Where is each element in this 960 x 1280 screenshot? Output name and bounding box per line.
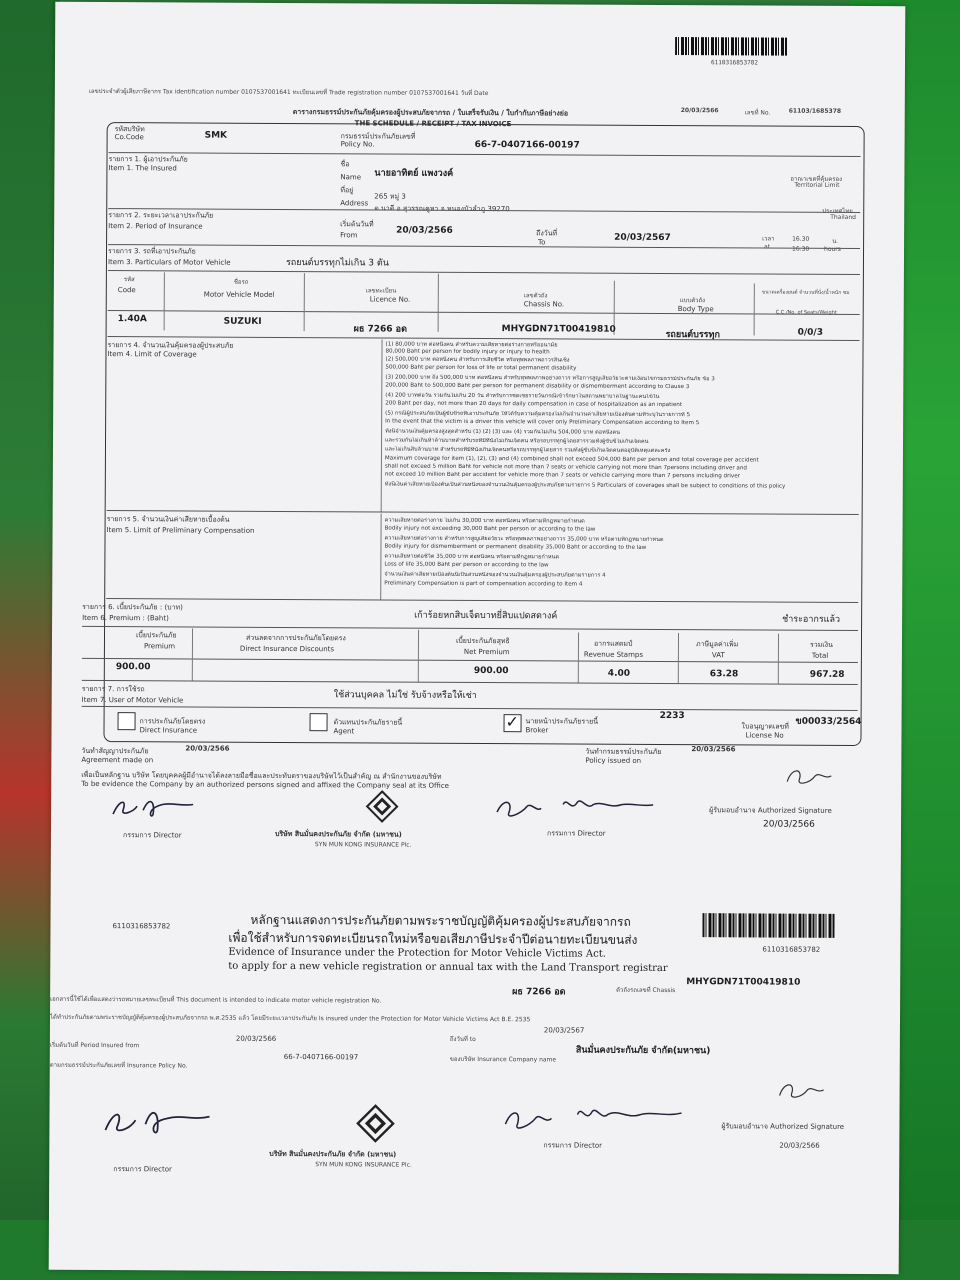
barcode-bottom xyxy=(702,913,834,938)
time-to: 16.30 xyxy=(792,245,810,253)
col-licence-th: เลขทะเบียน xyxy=(365,287,397,295)
col-total-en: Total xyxy=(811,651,829,660)
col-stamp-th: อากรแสตมป์ xyxy=(593,639,633,648)
license-number: ข00033/2564 xyxy=(795,716,862,728)
agent-label-th: ตัวแทนประกันภัยรายนี้ xyxy=(333,718,403,727)
coverage-line: ทั้งนี้เงินค่าเสียหายเบื้องต้นเป็นส่วนหนึ่งของจำนวนเงินคุ้มครองผู้ประสบภัยตามรายการ 5 Particulars of coverages shall be subject to conditions of this policy xyxy=(384,481,786,490)
director-signature-1 xyxy=(109,792,219,823)
from-label-en: From xyxy=(340,231,358,240)
address-label-en: Address xyxy=(340,199,369,208)
license-label-en: License No xyxy=(745,731,784,740)
coverage-line: shall not exceed 5 million Baht for vehicle not more than 7 seats or vehicle carrying not more than 7persons including driver and xyxy=(384,463,747,472)
title-en: THE SCHEDULE / RECEIPT / TAX INVOICE xyxy=(354,119,512,129)
evidence-reg-no: ผธ 7266 อด xyxy=(512,987,566,998)
time-unit-en: hours xyxy=(824,245,841,253)
insurance-document xyxy=(49,2,906,1274)
coverage-line: 200 Baht per day, not more than 20 days for daily compensation in case of hospitalization as an inpatient xyxy=(385,400,683,409)
evidence-reg-line: เอกสารนี้ใช้ได้เพื่อแสดงว่ารถหมายเลขทะเบียนที่ This document is intended to indicate motor vehicle registration No. xyxy=(50,995,382,1005)
policy-label-en: Policy No. xyxy=(340,140,375,149)
col-premium-th: เบี้ยประกันภัย xyxy=(135,631,177,640)
co-code-value: SMK xyxy=(204,130,228,141)
item4-label-th: รายการ 4. จำนวนเงินคุ้มครองผู้ประสบภัย xyxy=(107,341,234,350)
evidence-title-th2: เพื่อใช้สำหรับการจดทะเบียนรถใหม่หรือขอเสียภาษีประจำปีต่อนายทะเบียนขนส่ง xyxy=(228,930,638,947)
time-label-en: at xyxy=(764,243,771,251)
barcode-top xyxy=(675,37,787,56)
stamp-paid: ชำระอากรแล้ว xyxy=(782,614,841,625)
coverage-line: 500,000 Baht per person for loss of life or total permanent disability xyxy=(385,364,577,372)
address-line2: ต.นาดี อ.สุวรรณคูหา จ.หนองบัวลำภู 39270 xyxy=(374,204,510,214)
col-premium-en: Premium xyxy=(143,642,176,651)
broker-label-th: นายหน้าประกันภัยรายนี้ xyxy=(525,717,599,726)
agreement-label-th: วันทำสัญญาประกันภัย xyxy=(81,746,149,756)
policy-number: 66-7-0407166-00197 xyxy=(474,139,580,151)
company-name-en-2: SYN MUN KONG INSURANCE Plc. xyxy=(315,1161,412,1169)
company-name-th: บริษัท สินมั่นคงประกันภัย จำกัด (มหาชน) xyxy=(274,829,402,839)
direct-insurance-label-th: การประกันภัยโดยตรง xyxy=(139,717,206,726)
coverage-line: (5) กรณีผู้ประสบภัยเป็นผู้ขับขี่รถที่เอาประกันภัย ให้ได้รับความคุ้มครองไม่เกินจำนวนค่าเสียหายเบื้องต้นตามที่ระบุในรายการที่ 5 xyxy=(385,410,691,419)
evidence-text-en: To be evidence the Company by an authorized persons signed and affixed the Company seal at its Office xyxy=(81,779,450,790)
coverage-line: (3) 200,000 บาท ถึง 500,000 บาท ต่อหนึ่งคน สำหรับทุพพลภาพอย่างถาวร หรือการสูญเสียอวัยวะตามเงื่อนไขกรมธรรม์ประกันภัย ข้อ 3 xyxy=(385,374,715,383)
evidence-title-th1: หลักฐานแสดงการประกันภัยตามพระราชบัญญัติคุ้มครองผู้ประสบภัยจากรถ xyxy=(250,912,631,929)
item5-label-en: Item 5. Limit of Preliminary Compensation xyxy=(106,526,255,535)
coverage-line: (1) 80,000 บาท ต่อหนึ่งคน สำหรับความเสียหายต่อร่างกายหรืออนามัย xyxy=(385,341,558,349)
evidence-to: 20/03/2567 xyxy=(543,1026,585,1035)
direct-insurance-checkbox[interactable] xyxy=(118,712,136,730)
authorized-signature-2 xyxy=(774,1076,834,1106)
col-net-en: Net Premium xyxy=(463,647,510,657)
policy-label-th: กรมธรรม์ประกันภัยเลขที่ xyxy=(340,132,416,141)
body-type: รถยนต์บรรทุก xyxy=(665,329,720,341)
name-label-en: Name xyxy=(340,173,362,182)
authorized-label-2: ผู้รับมอบอำนาจ Authorized Signature xyxy=(721,1122,845,1131)
coverage-line: Maximum coverage for item (1), (2), (3) and (4) combined shall not exceed 504,000 Baht per person and total coverage per accident xyxy=(384,455,759,464)
coverage-line: not exceed 10 million Baht per accident for vehicle more than 7 seats or vehicle carrying more than 7 persons including driver xyxy=(384,471,741,480)
col-body-th: แบบตัวถัง xyxy=(679,297,706,305)
coverage-line: และไม่เกินสิบล้านบาท สำหรับรถที่มีที่นั่งเกินเจ็ดคนหรือรถบรรทุกผู้โดยสาร รวมทั้งผู้ขับขี่เกินเจ็ดคนต่ออุบัติเหตุแต่ละครั้ง xyxy=(384,446,671,455)
preliminary-line: Preliminary Compensation is part of compensation according to Item 4 xyxy=(384,580,583,588)
issued-label-en: Policy issued on xyxy=(585,756,642,765)
coverage-line: (2) 500,000 บาท ต่อหนึ่งคน สำหรับการเสียชีวิต หรือทุพพลภาพถาวรสิ้นเชิง xyxy=(385,356,570,364)
item7-label-th: รายการ 7. การใช้รถ xyxy=(81,684,145,694)
evidence-from: 20/03/2566 xyxy=(235,1034,277,1043)
territory-en: Territorial Limit xyxy=(794,181,840,189)
licence-number: ผธ 7266 อด xyxy=(353,324,407,335)
period-to: 20/03/2567 xyxy=(614,232,671,244)
evidence-barcode-number-right: 6110316853782 xyxy=(762,945,821,954)
item3-label-th: รายการ 3. รถที่เอาประกันภัย xyxy=(107,247,196,256)
premium-value: 900.00 xyxy=(115,662,151,673)
col-total-th: รวมเงิน xyxy=(809,640,833,649)
company-name-en: SYN MUN KONG INSURANCE Plc. xyxy=(314,841,412,849)
insured-name: นายอาทิตย์ แพงวงค์ xyxy=(374,168,454,179)
evidence-act-line: ได้ทำประกันภัยตามพระราชบัญญัติคุ้มครองผู้ประสบภัยจากรถ พ.ศ.2535 แล้ว โดยมีระยะเวลาประกันภัย Is insured under the Protection for Motor Vehicle Victims Act B.E. 2535 xyxy=(49,1013,531,1024)
evidence-company-name: สินมั่นคงประกันภัย จำกัด(มหาชน) xyxy=(575,1045,711,1057)
director-label-4: กรรมการ Director xyxy=(543,1141,603,1150)
vehicle-description: รถยนต์บรรทุกไม่เกิน 3 ตัน xyxy=(285,257,389,269)
license-label-th: ใบอนุญาตเลขที่ xyxy=(741,722,789,731)
revenue-stamp-value: 4.00 xyxy=(607,668,631,679)
territory-th: อาณาเขตที่คุ้มครอง xyxy=(790,175,843,183)
evidence-chassis-no: MHYGDN71T00419810 xyxy=(686,977,801,988)
col-cc-en: C.C./No. of Seats/Weight xyxy=(775,309,837,316)
evidence-barcode-number-left: 6110316853782 xyxy=(112,922,171,931)
preliminary-line: จำนวนเงินค่าเสียหายเบื้องต้นนี้เป็นส่วนหนึ่งของจำนวนเงินคุ้มครองผู้ประสบภัยตามรายการ 4 xyxy=(384,571,606,579)
broker-label-en: Broker xyxy=(525,726,549,735)
coverage-line: (4) 200 บาทต่อวัน รวมกันไม่เกิน 20 วัน สำหรับการชดเชยรายวันกรณีเข้ารักษาในสถานพยาบาลในฐานะคนไข้ใน xyxy=(385,392,660,400)
preliminary-line: Bodily injury for dismemberment or permanent disability 35,000 Baht or according to the law xyxy=(384,543,647,551)
to-label-en: To xyxy=(538,238,546,247)
doc-no-label: เลขที่ No. xyxy=(744,109,771,117)
item7-label-en: Item 7. User of Motor Vehicle xyxy=(81,695,184,705)
vehicle-model: SUZUKI xyxy=(223,316,262,327)
header-date: 20/03/2566 xyxy=(680,107,719,115)
checkmark-icon: ✓ xyxy=(505,712,520,732)
item6-label-th: รายการ 6. เบี้ยประกันภัย : (บาท) xyxy=(82,602,183,612)
item1-label-th: รายการ 1. ผู้เอาประกันภัย xyxy=(108,155,188,164)
authorized-date-2: 20/03/2566 xyxy=(779,1141,820,1150)
coverage-line: ทั้งนี้จำนวนเงินคุ้มครองสูงสุดสำหรับ (1) (2) (3) และ (4) รวมกันไม่เกิน 504,000 บาท ต่อหนึ่งคน xyxy=(385,428,620,436)
col-licence-en: Licence No. xyxy=(369,295,411,304)
cc-seats-weight: 0/0/3 xyxy=(797,327,824,338)
broker-number: 2233 xyxy=(659,710,685,722)
barcode-number-top: 6110316853782 xyxy=(710,59,759,67)
country-th: ประเทศไทย xyxy=(822,207,853,215)
premium-in-words: เก้าร้อยหกสิบเจ็ดบาทยี่สิบแปดสตางค์ xyxy=(414,610,558,622)
agreement-label-en: Agreement made on xyxy=(81,755,154,765)
evidence-from-label: เริ่มต้นวันที่ Period Insured from xyxy=(49,1041,140,1050)
vehicle-code: 1.40A xyxy=(117,314,147,325)
preliminary-line: Bodily injury not exceeding 30,000 Baht per person or according to the law xyxy=(384,525,596,533)
col-code-th: รหัส xyxy=(123,276,135,284)
authorized-date-1: 20/03/2566 xyxy=(763,819,815,830)
item5-label-th: รายการ 5. จำนวนเงินค่าเสียหายเบื้องต้น xyxy=(106,515,230,524)
vat-value: 63.28 xyxy=(709,669,739,680)
agent-checkbox[interactable] xyxy=(310,713,328,731)
agreement-date: 20/03/2566 xyxy=(185,744,230,753)
name-label-th: ชื่อ xyxy=(340,160,350,169)
total-value: 967.28 xyxy=(809,669,845,680)
company-name-th-2: บริษัท สินมั่นคงประกันภัย จำกัด (มหาชน) xyxy=(269,1149,397,1159)
authorized-label-1: ผู้รับมอบอำนาจ Authorized Signature xyxy=(709,806,832,815)
col-discount-th: ส่วนลดจากการประกันภัยโดยตรง xyxy=(245,633,346,643)
col-chassis-th: เลขตัวถัง xyxy=(523,292,548,300)
director-signature-2 xyxy=(491,792,661,823)
col-cc-th: ขนาดเครื่องยนต์ จำนวนที่นั่ง/น้ำหนัก ซม xyxy=(761,289,850,296)
authorized-signature-1 xyxy=(781,762,841,792)
col-chassis-en: Chassis No. xyxy=(523,300,565,309)
item4-label-en: Item 4. Limit of Coverage xyxy=(107,350,197,359)
col-stamp-en: Revenue Stamps xyxy=(583,650,644,659)
company-logo-icon-2 xyxy=(355,1103,395,1143)
issued-label-th: วันทำกรมธรรม์ประกันภัย xyxy=(585,747,662,756)
issued-date: 20/03/2566 xyxy=(691,745,736,754)
director-signature-4 xyxy=(499,1100,689,1137)
col-body-en: Body Type xyxy=(677,305,714,314)
item1-label-en: Item 1. The Insured xyxy=(108,164,177,173)
col-model-en: Motor Vehicle Model xyxy=(203,290,275,299)
evidence-company-label: ของบริษัท Insurance Company name xyxy=(449,1055,557,1064)
item2-label-th: รายการ 2. ระยะเวลาเอาประกันภัย xyxy=(108,211,214,220)
col-model-th: ชื่อรถ xyxy=(233,278,249,286)
coverage-line: และรวมกันไม่เกินห้าล้านบาทสำหรับรถที่มีที่นั่งไม่เกินเจ็ดคน หรือรถบรรทุกผู้โดยสารรวมทั้งผู้ขับขี่ไม่เกินเจ็ดคน xyxy=(385,437,649,445)
time-from: 16.30 xyxy=(792,235,810,243)
vehicle-usage: ใช้ส่วนบุคคล ไม่ใช่ รับจ้างหรือให้เช่า xyxy=(333,690,477,702)
col-net-th: เบี้ยประกันภัยสุทธิ xyxy=(455,636,510,646)
company-logo-icon xyxy=(365,789,399,823)
country-en: Thailand xyxy=(830,213,857,221)
chassis-number: MHYGDN71T00419810 xyxy=(501,324,616,335)
evidence-chassis-label: ตัวถังรถเลขที่ Chassis xyxy=(616,986,676,995)
co-code-label-th: รหัสบริษัท xyxy=(114,125,145,134)
evidence-to-label: ถึงวันที่ to xyxy=(449,1035,476,1043)
time-label-th: เวลา xyxy=(762,235,775,243)
preliminary-line: Loss of life 35,000 Baht per person or according to the law xyxy=(384,561,549,569)
director-signature-3 xyxy=(101,1100,231,1141)
coverage-line: 200,000 Baht to 500,000 Baht per person for permanent disability or dismemberment according to Clause 3 xyxy=(385,382,690,391)
broker-checkbox[interactable] xyxy=(504,714,522,732)
coverage-line: In the event that the victim is a driver this vehicle will cover only Preliminary Compensation according to Item 5 xyxy=(385,418,700,427)
col-vat-th: ภาษีมูลค่าเพิ่ม xyxy=(695,640,739,649)
preliminary-line: ความเสียหายต่อร่างกาย ไม่เกิน 30,000 บาท ต่อหนึ่งคน หรือตามที่กฎหมายกำหนด xyxy=(384,517,585,525)
director-label-1: กรรมการ Director xyxy=(122,831,182,840)
address-label-th: ที่อยู่ xyxy=(340,186,354,195)
item3-label-en: Item 3. Particulars of Motor Vehicle xyxy=(107,258,231,267)
director-label-2: กรรมการ Director xyxy=(546,829,606,838)
director-label-3: กรรมการ Director xyxy=(113,1165,172,1174)
agent-label-en: Agent xyxy=(333,727,355,736)
item2-label-en: Item 2. Period of Insurance xyxy=(108,222,203,231)
period-from: 20/03/2566 xyxy=(396,225,453,236)
tax-id-line: เลขประจำตัวผู้เสียภาษีอากร Tax identification number 0107537001641 ทะเบียนเลขที่ Trade registration number 0107537001641 วันที่ Date xyxy=(88,87,489,98)
col-discount-en: Direct Insurance Discounts xyxy=(239,644,335,654)
evidence-policy-label: ตามกรมธรรม์ประกันภัยเลขที่ Insurance Policy No. xyxy=(49,1061,188,1070)
net-premium-value: 900.00 xyxy=(473,665,509,677)
evidence-text-th: เพื่อเป็นหลักฐาน บริษัท โดยบุคคลผู้มีอำนาจได้ลงลายมือชื่อและประทับตราของบริษัทไว้เป็นสำคัญ ณ สำนักงานของบริษัท xyxy=(81,770,442,781)
item6-label-en: Item 6. Premium : (Baht) xyxy=(82,613,169,623)
col-code-en: Code xyxy=(117,286,136,295)
address-line1: 265 หมู่ 3 xyxy=(374,192,406,201)
evidence-title-en2: to apply for a new vehicle registration or annual tax with the Land Transport registrar xyxy=(228,960,668,975)
title-th: ตารางกรมธรรม์ประกันภัยคุ้มครองผู้ประสบภัยจากรถ / ใบเสร็จรับเงิน / ใบกำกับภาษีอย่างย่อ xyxy=(292,108,569,118)
from-label-th: เริ่มต้นวันที่ xyxy=(340,220,374,229)
direct-insurance-label-en: Direct Insurance xyxy=(139,726,198,735)
to-label-th: ถึงวันที่ xyxy=(536,229,558,238)
time-unit-th: น. xyxy=(832,237,839,245)
coverage-line: 80,000 Baht per person for bodily injury or injury to health xyxy=(385,348,550,356)
doc-no: 61103/1685378 xyxy=(788,107,842,115)
co-code-label-en: Co.Code xyxy=(114,133,144,142)
preliminary-line: ความเสียหายต่อร่างกาย สำหรับการสูญเสียอวัยวะ หรือทุพพลภาพอย่างถาวร 35,000 บาท หรือตามที่กฎหมายกำหนด xyxy=(384,535,664,543)
preliminary-line: ความเสียหายต่อชีวิต 35,000 บาท ต่อหนึ่งคน หรือตามที่กฎหมายกำหนด xyxy=(384,553,560,561)
evidence-policy-no: 66-7-0407166-00197 xyxy=(283,1052,359,1062)
col-vat-en: VAT xyxy=(711,651,725,660)
evidence-title-en1: Evidence of Insurance under the Protection for Motor Vehicle Victims Act. xyxy=(228,946,606,960)
